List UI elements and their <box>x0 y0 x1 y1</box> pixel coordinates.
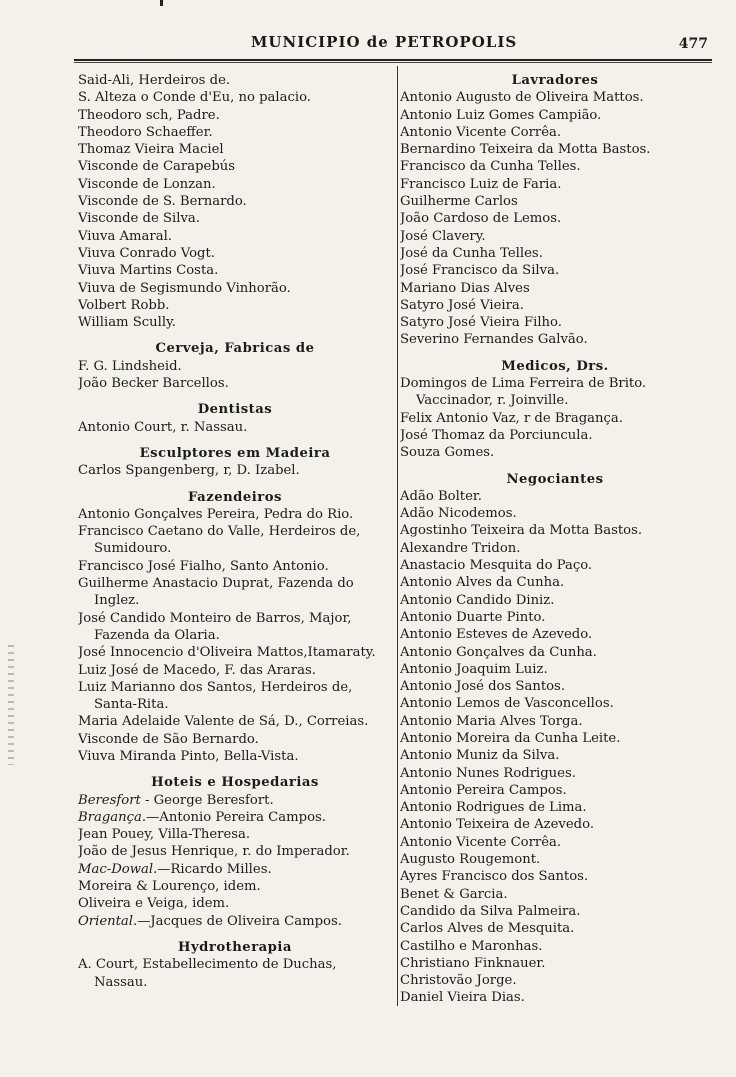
directory-entry: Maria Adelaide Valente de Sá, D., Correias. <box>78 714 369 730</box>
directory-entry: Vaccinador, r. Joinville. <box>416 393 569 409</box>
directory-entry: Fazenda da Olaria. <box>94 627 220 643</box>
entry-text: —Antonio Pereira Campos. <box>146 809 326 825</box>
directory-entry: Francisco da Cunha Telles. <box>400 159 581 175</box>
directory-entry: Adão Nicodemos. <box>400 506 517 522</box>
directory-entry: Antonio Joaquim Luiz. <box>400 661 548 677</box>
directory-entry <box>78 809 392 826</box>
page-title: MUNICIPIO de PETROPOLIS <box>250 33 518 51</box>
directory-entry: Sumidouro. <box>94 541 172 557</box>
directory-entry: Francisco Caetano do Valle, Herdeiros de, <box>78 524 361 540</box>
directory-entry: Antonio Gonçalves Pereira, Pedra do Rio. <box>78 506 354 522</box>
directory-entry: F. G. Lindsheid. <box>78 358 182 374</box>
print-mark <box>160 0 163 6</box>
entry-text: —Jacques de Oliveira Campos. <box>137 913 342 929</box>
directory-entry <box>78 913 392 930</box>
directory-entry: Francisco Luiz de Faria. <box>400 176 562 192</box>
entry-text: - George Beresfort. <box>140 792 274 808</box>
directory-entry: José Francisco da Silva. <box>400 263 560 279</box>
section-gap <box>400 462 710 471</box>
directory-entry: Santa-Rita. <box>94 697 169 713</box>
directory-entry: Antonio Lemos de Vasconcellos. <box>400 696 614 712</box>
section-heading: Hydrotherapia <box>178 939 292 955</box>
directory-entry: Antonio Candido Diniz. <box>400 592 555 608</box>
directory-entry: Antonio Gonçalves da Cunha. <box>400 644 597 660</box>
directory-entry: Severino Fernandes Galvão. <box>400 332 588 348</box>
entry-text: —Ricardo Milles. <box>157 861 272 877</box>
directory-entry: Anastacio Mesquita do Paço. <box>400 558 593 574</box>
directory-entry: Visconde de Silva. <box>78 211 200 227</box>
section-gap <box>78 930 392 939</box>
directory-entry: Mariano Dias Alves <box>400 280 530 296</box>
directory-entry: Luiz José de Macedo, F. das Araras. <box>78 662 316 678</box>
directory-entry: João Cardoso de Lemos. <box>400 211 562 227</box>
directory-entry: Felix Antonio Vaz, r de Bragança. <box>400 410 623 426</box>
section-heading: Fazendeiros <box>188 489 282 505</box>
directory-entry: Daniel Vieira Dias. <box>400 990 525 1006</box>
directory-entry: Antonio Nunes Rodrigues. <box>400 765 576 781</box>
directory-entry: Jean Pouey, Villa-Theresa. <box>78 827 251 843</box>
directory-entry: Viuva de Segismundo Vinhorão. <box>78 280 291 296</box>
directory-entry: Carlos Alves de Mesquita. <box>400 921 575 937</box>
directory-entry: Volbert Robb. <box>78 297 170 313</box>
directory-entry: Castilho e Maronhas. <box>400 938 543 954</box>
section-heading: Cerveja, Fabricas de <box>155 341 315 357</box>
directory-entry: Agostinho Teixeira da Motta Bastos. <box>400 523 643 539</box>
directory-entry: Francisco José Fialho, Santo Antonio. <box>78 558 329 574</box>
directory-entry: Antonio Teixeira de Azevedo. <box>400 817 595 833</box>
directory-entry: A. Court, Estabellecimento de Duchas, <box>78 957 337 973</box>
page-header <box>60 33 708 57</box>
section-heading: Hoteis e Hospedarias <box>151 775 319 791</box>
directory-entry: Satyro José Vieira. <box>400 297 524 313</box>
directory-entry: Theodoro sch, Padre. <box>78 107 220 123</box>
directory-entry: José Clavery. <box>400 228 486 244</box>
directory-entry: Candido da Silva Palmeira. <box>400 903 581 919</box>
directory-entry: Theodoro Schaeffer. <box>78 124 213 140</box>
directory-entry: Said-Ali, Herdeiros de. <box>78 73 231 88</box>
directory-entry: Antonio Duarte Pinto. <box>400 609 546 625</box>
directory-entry: João de Jesus Henrique, r. do Imperador. <box>78 844 350 860</box>
directory-entry: William Scully. <box>78 315 176 331</box>
right-column <box>400 72 710 1007</box>
directory-entry: Antonio Muniz da Silva. <box>400 748 560 764</box>
directory-entry: Antonio Vicente Corrêa. <box>400 124 562 140</box>
directory-entry: Viuva Martins Costa. <box>78 263 219 279</box>
directory-entry: João Becker Barcellos. <box>78 376 229 392</box>
directory-entry: Visconde de São Bernardo. <box>78 731 259 747</box>
directory-entry: Guilherme Carlos <box>400 194 518 210</box>
directory-entry: Antonio Luiz Gomes Campião. <box>400 107 602 123</box>
section-heading: Lavradores <box>511 73 599 88</box>
directory-entry: Thomaz Vieira Maciel <box>78 142 224 158</box>
section-gap <box>78 331 392 340</box>
section-gap <box>78 436 392 445</box>
directory-entry: Visconde de S. Bernardo. <box>78 194 247 210</box>
directory-entry: S. Alteza o Conde d'Eu, no palacio. <box>78 90 311 106</box>
directory-entry: Carlos Spangenberg, r, D. Izabel. <box>78 463 300 479</box>
section-gap <box>78 765 392 774</box>
directory-entry: Alexandre Tridon. <box>400 540 521 556</box>
directory-entry: Oliveira e Veiga, idem. <box>78 896 230 912</box>
page-edge-speckle <box>8 645 14 765</box>
entry-italic-name: Oriental. <box>78 913 138 929</box>
directory-entry: Christovão Jorge. <box>400 973 517 989</box>
directory-entry: José Innocencio d'Oliveira Mattos,Itamaraty. <box>78 645 376 661</box>
directory-entry: Viuva Amaral. <box>78 228 172 244</box>
directory-entry: Antonio Esteves de Azevedo. <box>400 627 593 643</box>
directory-entry: Ayres Francisco dos Santos. <box>400 869 589 885</box>
page-number: 477 <box>678 36 708 52</box>
directory-entry: Benet & Garcia. <box>400 886 508 902</box>
directory-entry: Visconde de Carapebús <box>78 159 236 175</box>
header-rule-thin <box>74 62 712 63</box>
directory-entry: Antonio Pereira Campos. <box>400 782 567 798</box>
directory-entry: Augusto Rougemont. <box>400 852 541 868</box>
directory-entry: Antonio Alves da Cunha. <box>400 575 565 591</box>
directory-entry: Satyro José Vieira Filho. <box>400 315 562 331</box>
header-rule <box>74 59 712 61</box>
directory-entry: Nassau. <box>94 974 148 990</box>
entry-italic-name: Beresfort <box>78 792 141 808</box>
directory-entry: Viuva Miranda Pinto, Bella-Vista. <box>78 748 299 764</box>
column-divider <box>397 66 398 1006</box>
directory-entry: Antonio Vicente Corrêa. <box>400 834 562 850</box>
directory-entry: Antonio José dos Santos. <box>400 679 566 695</box>
entry-italic-name: Bragança. <box>78 809 147 825</box>
directory-entry: Domingos de Lima Ferreira de Brito. <box>400 376 647 392</box>
directory-entry: Antonio Rodrigues de Lima. <box>400 800 587 816</box>
directory-entry: Antonio Court, r. Nassau. <box>78 419 248 435</box>
directory-entry: Christiano Finknauer. <box>400 955 546 971</box>
directory-entry: Luiz Marianno dos Santos, Herdeiros de, <box>78 679 353 695</box>
section-heading: Dentistas <box>197 402 273 418</box>
directory-entry: Viuva Conrado Vogt. <box>78 245 215 261</box>
directory-entry: José da Cunha Telles. <box>400 245 543 261</box>
directory-entry: Antonio Maria Alves Torga. <box>400 713 583 729</box>
section-heading: Medicos, Drs. <box>501 358 609 374</box>
directory-entry: Moreira & Lourenço, idem. <box>78 879 261 895</box>
section-heading: Negociantes <box>506 471 604 487</box>
directory-entry <box>78 861 392 878</box>
directory-entry: José Candido Monteiro de Barros, Major, <box>78 610 352 626</box>
directory-entry: Inglez. <box>94 593 140 609</box>
directory-entry: Bernardino Teixeira da Motta Bastos. <box>400 142 651 158</box>
directory-entry: Antonio Augusto de Oliveira Mattos. <box>400 90 644 106</box>
section-gap <box>78 392 392 401</box>
section-gap <box>78 480 392 489</box>
directory-entry: Visconde de Lonzan. <box>78 176 216 192</box>
entry-italic-name: Mac-Dowal. <box>78 861 158 877</box>
section-heading: Esculptores em Madeira <box>139 445 331 461</box>
directory-entry <box>78 792 392 809</box>
directory-entry: José Thomaz da Porciuncula. <box>400 427 593 443</box>
directory-entry: Adão Bolter. <box>400 488 482 504</box>
section-gap <box>400 349 710 358</box>
directory-entry: Antonio Moreira da Cunha Leite. <box>400 730 621 746</box>
directory-entry: Souza Gomes. <box>400 445 495 461</box>
left-column <box>78 72 392 991</box>
directory-entry: Guilherme Anastacio Duprat, Fazenda do <box>78 576 354 592</box>
